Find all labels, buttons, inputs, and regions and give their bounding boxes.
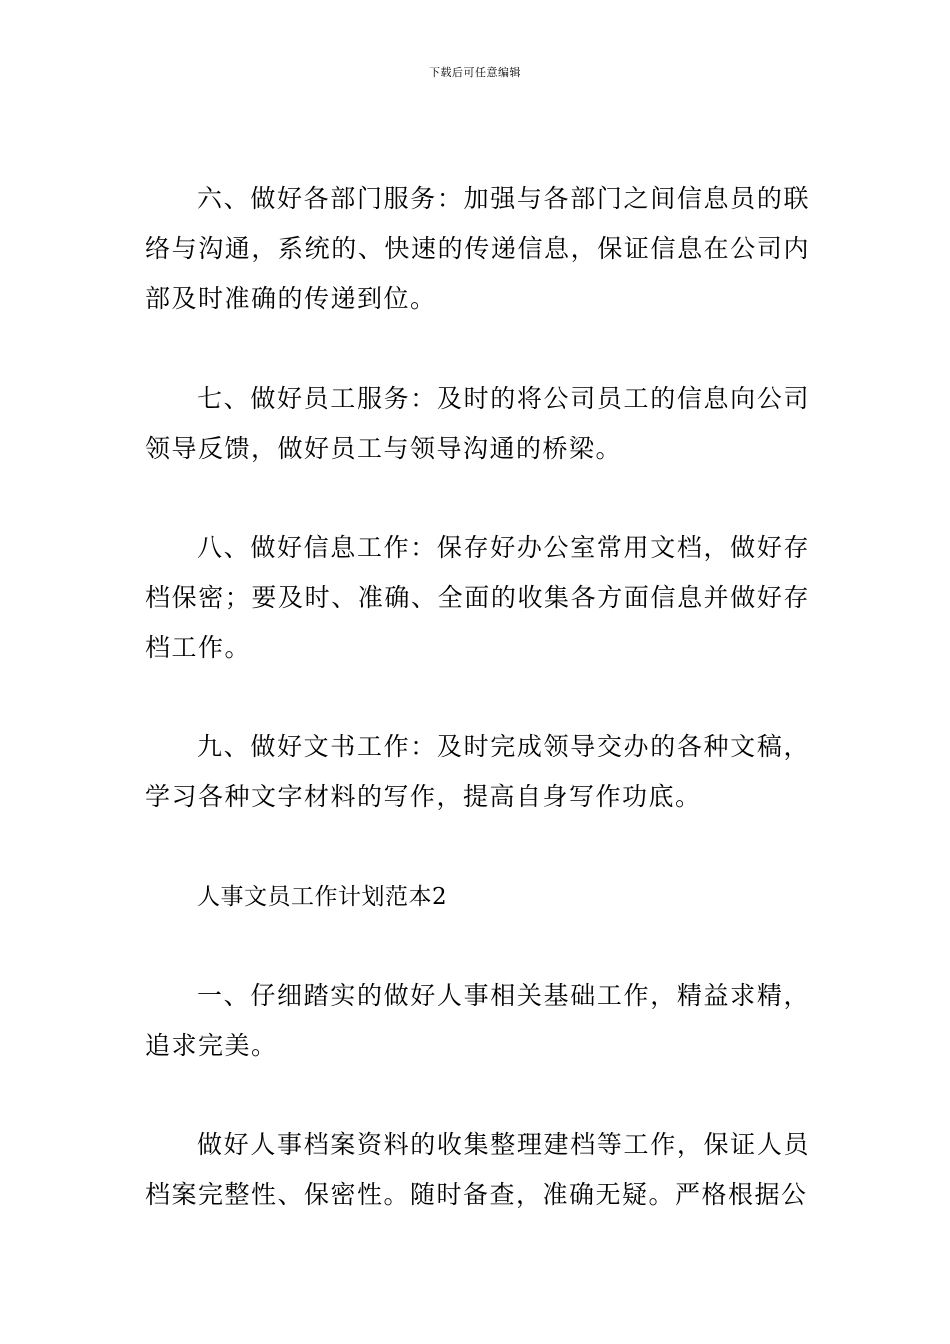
page-header: 下载后可任意编辑 — [429, 66, 521, 79]
paragraph-six: 六、做好各部门服务：加强与各部门之间信息员的联络与沟通，系统的、快速的传递信息，保证信息在公司内部及时准确的传递到位。 — [145, 184, 810, 313]
paragraph-eight: 八、做好信息工作：保存好办公室常用文档，做好存档保密；要及时、准确、全面的收集各方面信息并做好存档工作。 — [145, 533, 810, 662]
section-heading: 人事文员工作计划范本2 — [197, 884, 448, 910]
paragraph-one: 一、仔细踏实的做好人事相关基础工作，精益求精，追求完美。 — [145, 981, 810, 1060]
paragraph-nine: 九、做好文书工作：及时完成领导交办的各种文稿，学习各种文字材料的写作，提高自身写作功底。 — [145, 732, 810, 811]
paragraph-archive: 做好人事档案资料的收集整理建档等工作，保证人员档案完整性、保密性。随时备查，准确无疑。严格根据公 — [145, 1130, 810, 1209]
paragraph-seven: 七、做好员工服务：及时的将公司员工的信息向公司领导反馈，做好员工与领导沟通的桥梁。 — [145, 384, 810, 463]
